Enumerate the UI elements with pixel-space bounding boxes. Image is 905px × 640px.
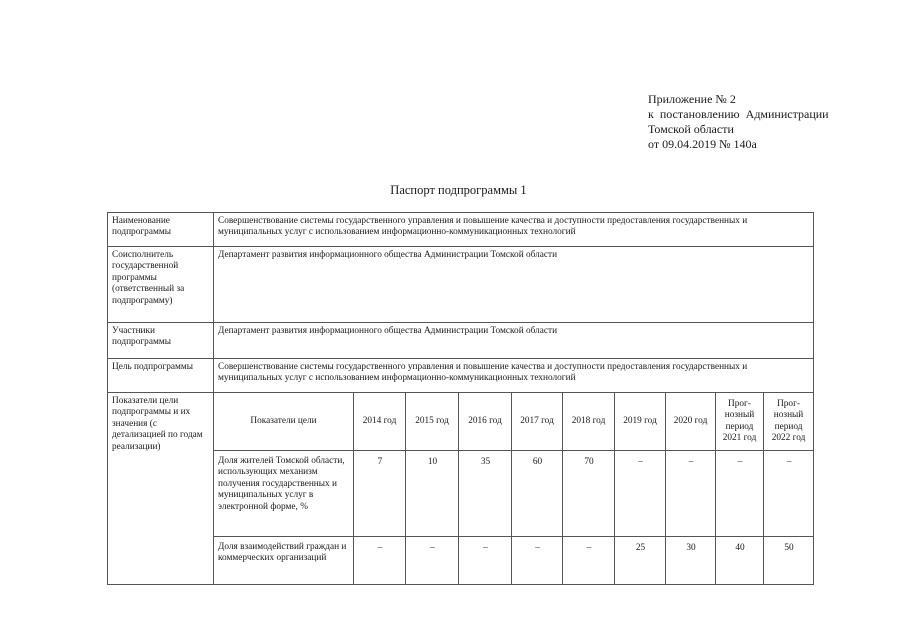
indicator-value: – [615,451,666,537]
header-2021: Прог-нозный период 2021 год [716,393,764,451]
indicator-value: 30 [666,537,716,585]
row-value-name: Совершенствование системы государственного управления и повышение качества и доступности предоставления государственных и муниципальных услуг с использованием информационно-коммуникационных технологий [214,213,814,247]
indicator-name: Доля жителей Томской области, использующих механизм получения государственных и муниципальных услуг в электронной форме, % [214,451,354,537]
row-value-coexecutor: Департамент развития информационного общества Администрации Томской области [214,247,814,323]
indicator-value: – [563,537,615,585]
indicator-value: – [459,537,512,585]
header-2020: 2020 год [666,393,716,451]
row-label-name: Наименование подпрограммы [108,213,214,247]
header-indicator: Показатели цели [214,393,354,451]
indicator-value: 50 [764,537,814,585]
indicator-value: – [406,537,459,585]
indicator-value: – [512,537,563,585]
indicator-value: 70 [563,451,615,537]
table-row [108,451,814,537]
header-2022: Прог-нозный период 2022 год [764,393,814,451]
header-2017: 2017 год [512,393,563,451]
indicator-name: Доля взаимодействий граждан и коммерческих организаций [214,537,354,585]
indicator-value: 10 [406,451,459,537]
row-participants [108,323,814,359]
header-2014: 2014 год [354,393,406,451]
document-title: Паспорт подпрограммы 1 [390,183,527,197]
indicator-value: – [716,451,764,537]
indicator-value: 25 [615,537,666,585]
appendix-line-2: к постановлению Администрации [648,107,829,121]
row-label-coexecutor: Соисполнитель государственной программы (ответственный за подпрограмму) [108,247,214,323]
indicator-value: 7 [354,451,406,537]
indicators-header-row [108,393,814,451]
appendix-line-4: от 09.04.2019 № 140а [648,137,757,151]
appendix-line-3: Томской области [648,122,734,136]
passport-table [107,212,814,585]
row-value-participants: Департамент развития информационного общества Администрации Томской области [214,323,814,359]
row-label-participants: Участники подпрограммы [108,323,214,359]
row-goal [108,359,814,393]
row-label-goal: Цель подпрограммы [108,359,214,393]
appendix-line-1: Приложение № 2 [648,92,736,106]
indicator-value: 40 [716,537,764,585]
row-name [108,213,814,247]
indicator-value: 35 [459,451,512,537]
row-value-goal: Совершенствование системы государственного управления и повышение качества и доступности предоставления государственных и муниципальных услуг с использованием информационно-коммуникационных технологий [214,359,814,393]
header-2015: 2015 год [406,393,459,451]
row-coexecutor [108,247,814,323]
indicator-value: – [354,537,406,585]
indicator-value: 60 [512,451,563,537]
header-2019: 2019 год [615,393,666,451]
header-2016: 2016 год [459,393,512,451]
table-row [108,537,814,585]
appendix-block [648,92,829,152]
indicator-value: – [666,451,716,537]
indicator-value: – [764,451,814,537]
header-2018: 2018 год [563,393,615,451]
row-label-indicators: Показатели цели подпрограммы и их значения (с детализацией по годам реализации) [108,393,214,585]
